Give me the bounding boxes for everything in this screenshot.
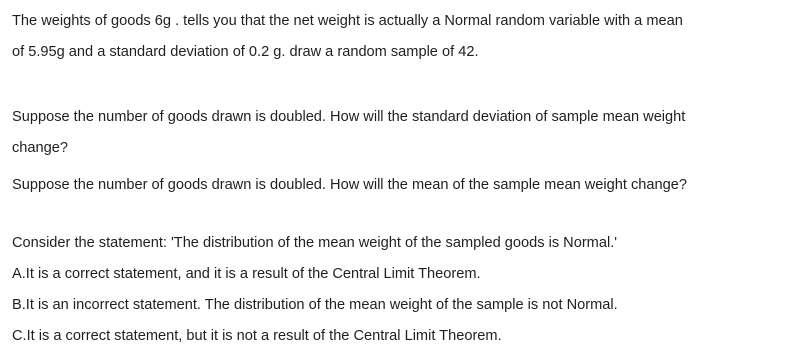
- question-sd-line-2: change?: [12, 140, 68, 156]
- question-standard-deviation: [12, 102, 782, 164]
- option-c[interactable]: C.It is a correct statement, but it is not a result of the Central Limit Theorem.: [12, 328, 502, 344]
- intro-line-2: of 5.95g and a standard deviation of 0.2 g. draw a random sample of 42.: [12, 44, 479, 60]
- option-b[interactable]: B.It is an incorrect statement. The distribution of the mean weight of the sample is not Normal.: [12, 297, 618, 313]
- question-statement: Consider the statement: 'The distribution of the mean weight of the sampled goods is Normal.': [12, 235, 618, 251]
- option-a[interactable]: A.It is a correct statement, and it is a result of the Central Limit Theorem.: [12, 266, 481, 282]
- question-mean-text: Suppose the number of goods drawn is doubled. How will the mean of the sample mean weight change?: [12, 177, 687, 193]
- problem-intro: [12, 6, 782, 68]
- question-normal-distribution: [12, 228, 782, 352]
- question-sd-line-1: Suppose the number of goods drawn is doubled. How will the standard deviation of sample mean weight: [12, 109, 686, 125]
- question-mean: [12, 170, 782, 201]
- intro-line-1: The weights of goods 6g . tells you that the net weight is actually a Normal random variable with a mean: [12, 13, 683, 29]
